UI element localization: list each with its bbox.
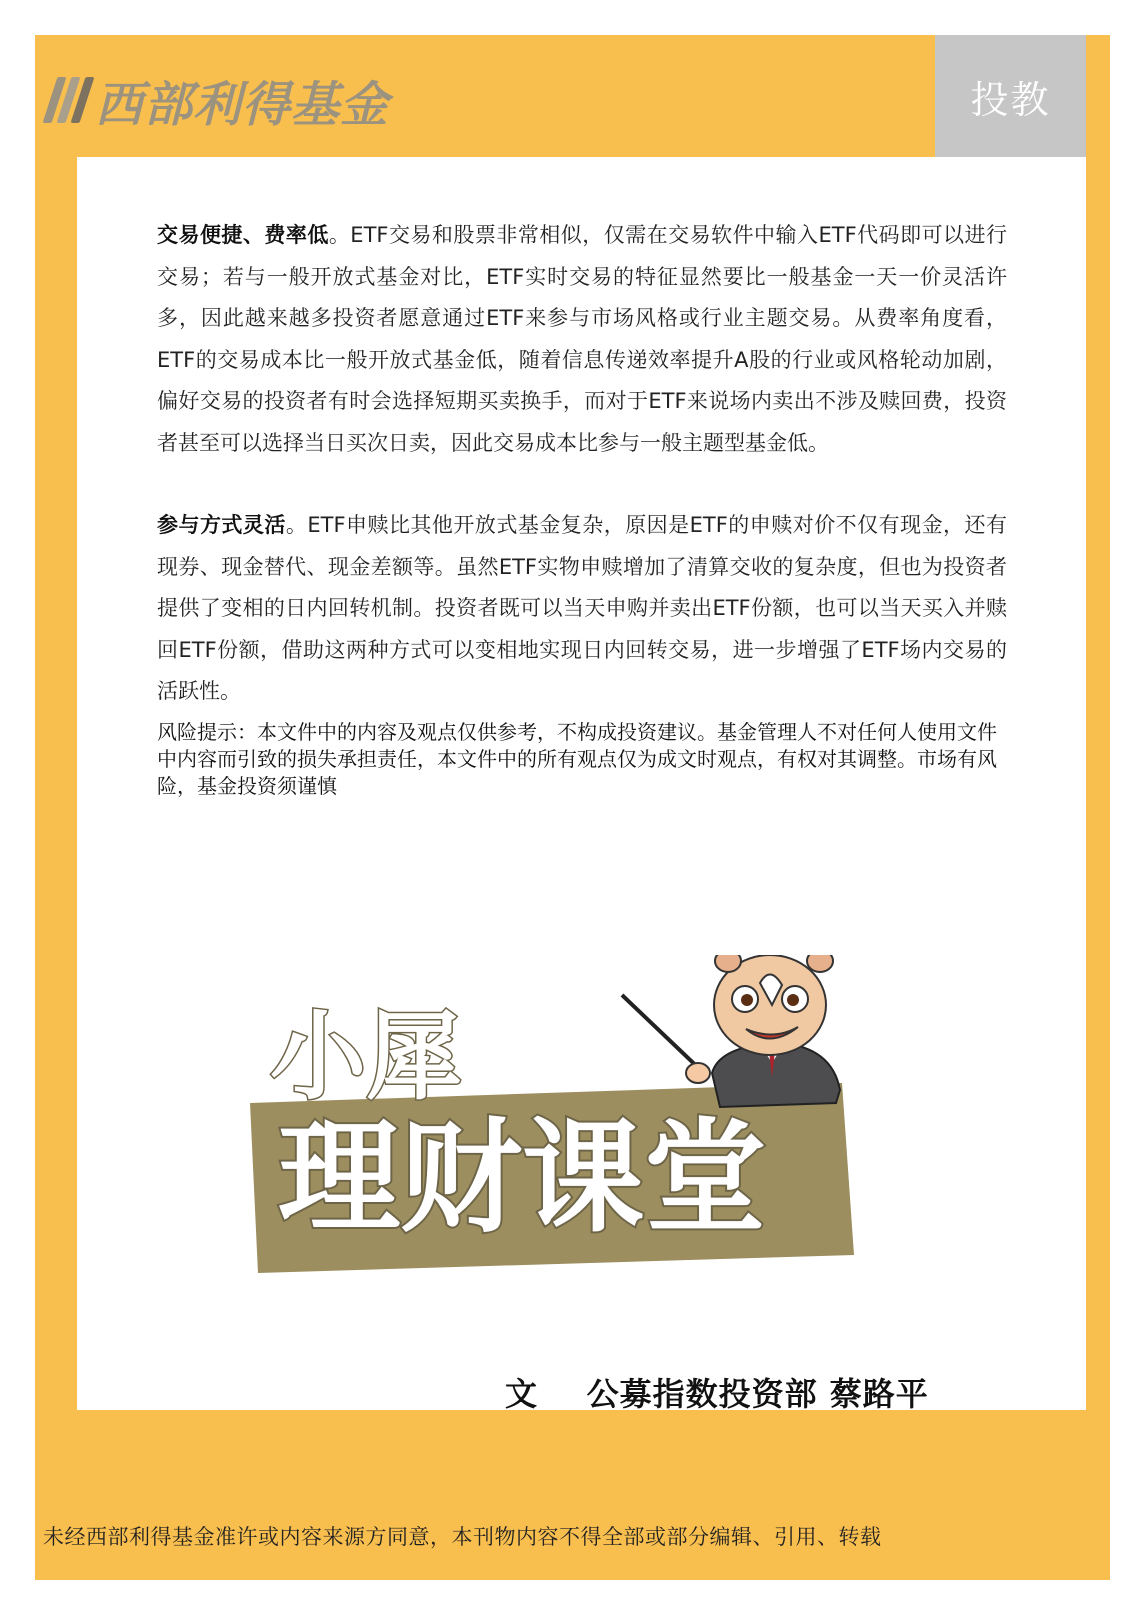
paragraph-lead: 参与方式灵活 xyxy=(157,513,286,537)
illustration-title-line2: 理财课堂 xyxy=(278,1107,766,1249)
paragraph-lead: 交易便捷、费率低 xyxy=(157,223,329,247)
brand-logo xyxy=(50,70,390,133)
logo-text: 西部利得基金 xyxy=(95,76,390,133)
copyright-notice: 未经西部利得基金准许或内容来源方同意，本刊物内容不得全部或部分编辑、引用、转载 xyxy=(43,1525,882,1549)
classroom-illustration xyxy=(250,955,890,1315)
category-tag-label: 投教 xyxy=(970,77,1051,122)
illustration-title-line1: 小犀 xyxy=(270,1001,462,1113)
logo-stripes-icon xyxy=(50,77,87,123)
paragraph-flexibility xyxy=(157,505,1007,713)
risk-notice: 风险提示：本文件中的内容及观点仅供参考，不构成投资建议。基金管理人不对任何人使用文件中内容而引致的损失承担责任，本文件中的所有观点仅为成文时观点，有权对其调整。市场有风险，基金投资须谨慎 xyxy=(157,719,997,798)
rhino-mascot-icon xyxy=(622,955,840,1107)
article-body xyxy=(157,215,1007,800)
paragraph-text: 。ETF交易和股票非常相似，仅需在交易软件中输入ETF代码即可以进行交易；若与一般开放式基金对比，ETF实时交易的特征显然要比一般基金一天一价灵活许多，因此越来越多投资者愿意通过ETF来参与市场风格或行业主题交易。从费率角度看，ETF的交易成本比一般开放式基金低，随着信息传递效率提升A股的行业或风格轮动加剧，偏好交易的投资者有时会选择短期买卖换手，而对于ETF来说场内卖出不涉及赎回费，投资者甚至可以选择当日买次日卖，因此交易成本比参与一般主题型基金低。 xyxy=(157,223,1008,455)
author-line: 文 公募指数投资部 蔡路平 xyxy=(505,1375,929,1413)
paragraph-trading xyxy=(157,215,1007,464)
paragraph-text: 。ETF申赎比其他开放式基金复杂，原因是ETF的申赎对价不仅有现金，还有现券、现金替代、现金差额等。虽然ETF实物申赎增加了清算交收的复杂度，但也为投资者提供了变相的日内回转机制。投资者既可以当天申购并卖出ETF份额，也可以当天买入并赎回ETF份额，借助这两种方式可以变相地实现日内回转交易，进一步增强了ETF场内交易的活跃性。 xyxy=(157,513,1008,703)
category-tag xyxy=(935,35,1086,157)
